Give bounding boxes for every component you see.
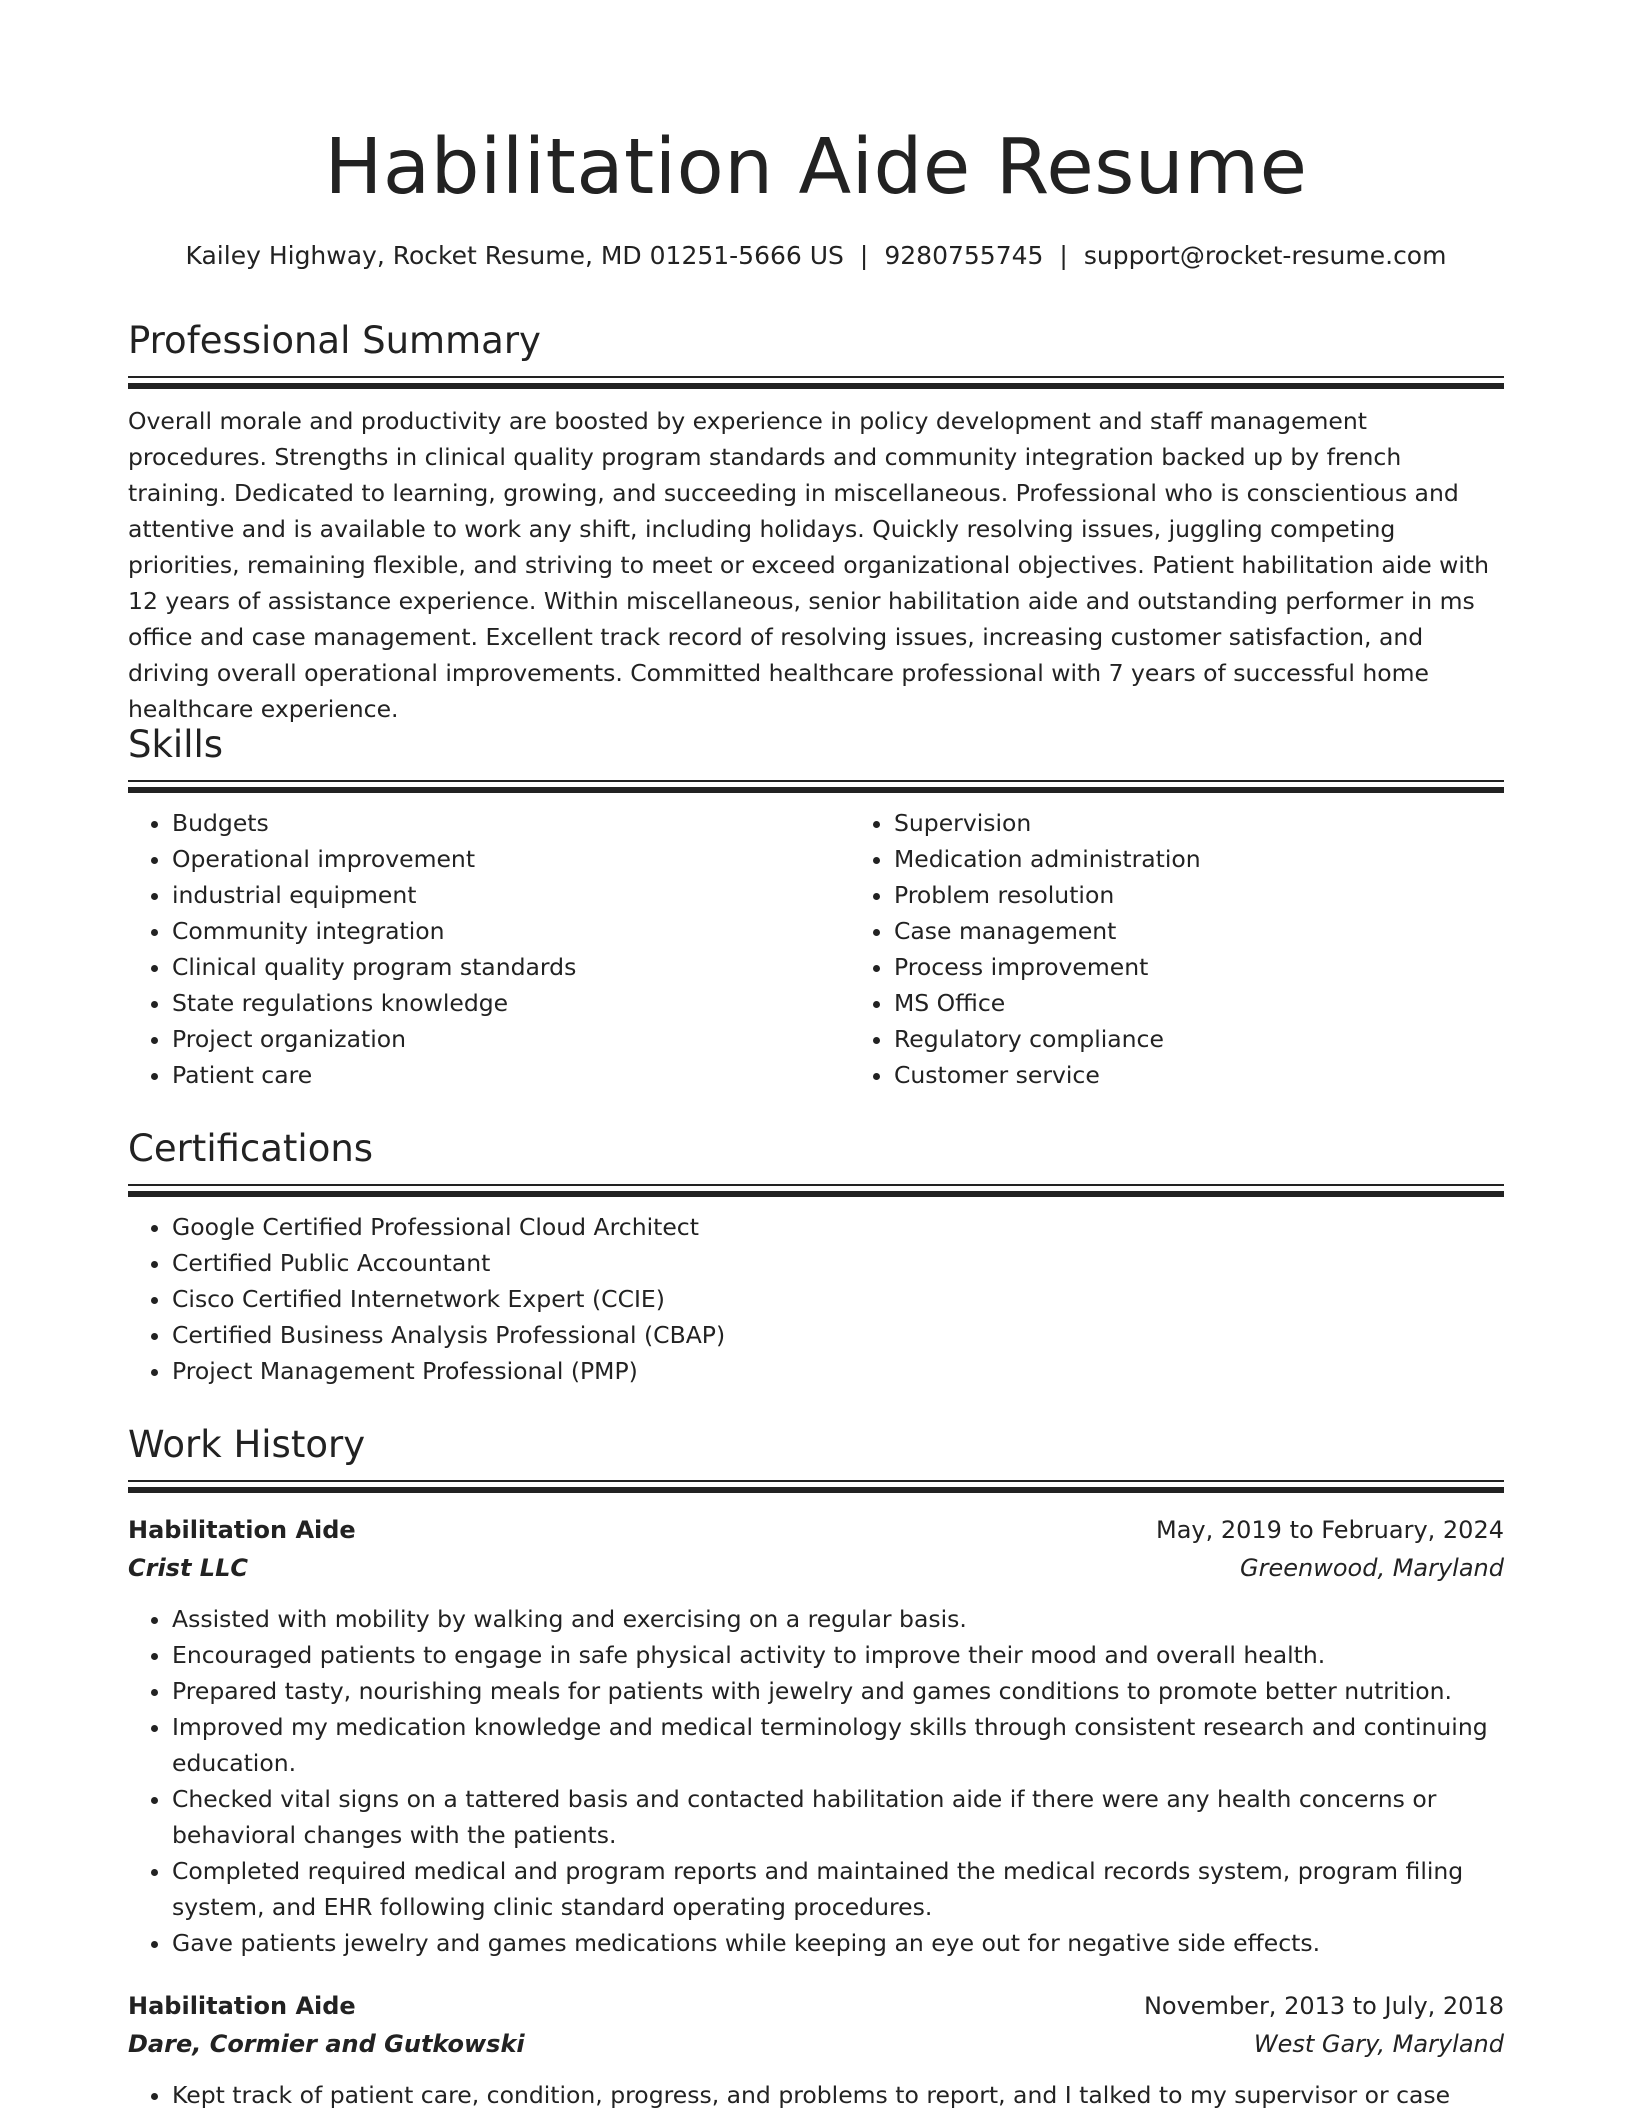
- resume-title: Habilitation Aide Resume: [324, 123, 1308, 212]
- job-title: Habilitation Aide: [128, 1992, 356, 2020]
- skills-columns: [128, 793, 1504, 1093]
- contact-email: support@rocket-resume.com: [1083, 241, 1447, 270]
- skill-item: • Customer service: [894, 1057, 1572, 1093]
- work-history-section: [128, 1420, 1504, 2113]
- job-company: Dare, Cormier and Gutkowski: [128, 2030, 525, 2058]
- skill-item: • Regulatory compliance: [894, 1021, 1572, 1057]
- summary-heading: Professional Summary: [128, 319, 541, 362]
- job-subheader-row: [128, 1549, 1504, 1587]
- skill-item: • MS Office: [894, 985, 1572, 1021]
- job-bullets: [128, 2077, 1504, 2113]
- skill-item: • Problem resolution: [894, 877, 1572, 913]
- contact-line: [128, 238, 1504, 274]
- skills-list-right: [850, 805, 1572, 1093]
- contact-separator: |: [1059, 241, 1068, 270]
- skill-item: • Medication administration: [894, 841, 1572, 877]
- contact-phone: 9280755745: [884, 241, 1044, 270]
- job-bullet: • Assisted with mobility by walking and exercising on a regular basis.: [172, 1601, 1504, 1637]
- certification-item: • Certified Public Accountant: [172, 1245, 1504, 1281]
- skill-item: • Operational improvement: [172, 841, 850, 877]
- certifications-heading: Certifications: [128, 1127, 374, 1170]
- skill-item: • industrial equipment: [172, 877, 850, 913]
- job-subheader-row: [128, 2025, 1504, 2063]
- certification-item: • Project Management Professional (PMP): [172, 1353, 1504, 1389]
- skills-list-left: [128, 805, 850, 1093]
- skill-item: • Clinical quality program standards: [172, 949, 850, 985]
- job-dates: November, 2013 to July, 2018: [1143, 1992, 1504, 2020]
- summary-text: Overall morale and productivity are boosted by experience in policy development and staff management procedures. Strengths in clinical quality program standards and community integration backed up by french training. Dedicated to learning, growing, and succeeding in miscellaneous. Professional who is conscientious and attentive and is available to work any shift, including holidays. Quickly resolving issues, juggling competing priorities, remaining flexible, and striving to meet or exceed organizational objectives. Patient habilitation aide with 12 years of assistance experience. Within miscellaneous, senior habilitation aide and outstanding performer in ms office and case management. Excellent track record of resolving issues, increasing customer satisfaction, and driving overall operational improvements. Committed healthcare professional with 7 years of successful home healthcare experience.: [128, 407, 1490, 723]
- job-title: Habilitation Aide: [128, 1516, 356, 1544]
- work-history-heading: Work History: [128, 1423, 366, 1466]
- section-rule-thin: [128, 1480, 1504, 1482]
- job-bullet: • Completed required medical and program reports and maintained the medical records system, program filing system, and EHR following clinic standard operating procedures.: [172, 1853, 1504, 1925]
- skills-heading: Skills: [128, 723, 224, 766]
- job-entry: [128, 1987, 1504, 2113]
- skill-item: • Project organization: [172, 1021, 850, 1057]
- section-rule-thin: [128, 376, 1504, 378]
- skill-item: • Case management: [894, 913, 1572, 949]
- skill-item: • Supervision: [894, 805, 1572, 841]
- certification-item: • Google Certified Professional Cloud Architect: [172, 1209, 1504, 1245]
- job-header-row: [128, 1511, 1504, 1549]
- job-bullet: • Encouraged patients to engage in safe physical activity to improve their mood and overall health.: [172, 1637, 1504, 1673]
- section-rule-thick: [128, 1487, 1504, 1493]
- job-bullet: • Checked vital signs on a tattered basis and contacted habilitation aide if there were any health concerns or behavioral changes with the patients.: [172, 1781, 1504, 1853]
- job-location: Greenwood, Maryland: [1240, 1554, 1504, 1582]
- job-location: West Gary, Maryland: [1253, 2030, 1504, 2058]
- contact-address: Kailey Highway, Rocket Resume, MD 01251-5666 US: [185, 241, 844, 270]
- certifications-list: [128, 1209, 1504, 1389]
- job-dates: May, 2019 to February, 2024: [1156, 1516, 1504, 1544]
- job-bullet: • Improved my medication knowledge and medical terminology skills through consistent research and continuing education.: [172, 1709, 1504, 1781]
- contact-separator: |: [859, 241, 869, 270]
- job-bullet: • Gave patients jewelry and games medications while keeping an eye out for negative side effects.: [172, 1925, 1504, 1961]
- summary-section: [128, 316, 1504, 727]
- job-entry: [128, 1511, 1504, 1961]
- job-company: Crist LLC: [128, 1554, 248, 1582]
- certification-item: • Cisco Certified Internetwork Expert (CCIE): [172, 1281, 1504, 1317]
- section-rule-thick: [128, 383, 1504, 389]
- certification-item: • Certified Business Analysis Professional (CBAP): [172, 1317, 1504, 1353]
- skill-item: • State regulations knowledge: [172, 985, 850, 1021]
- job-bullet: • Prepared tasty, nourishing meals for patients with jewelry and games conditions to promote better nutrition.: [172, 1673, 1504, 1709]
- skill-item: • Community integration: [172, 913, 850, 949]
- job-bullet: • Kept track of patient care, condition, progress, and problems to report, and I talked to my supervisor or case: [172, 2077, 1504, 2113]
- skill-item: • Budgets: [172, 805, 850, 841]
- section-rule-thick: [128, 1191, 1504, 1197]
- skill-item: • Process improvement: [894, 949, 1572, 985]
- section-rule-thin: [128, 1184, 1504, 1186]
- job-header-row: [128, 1987, 1504, 2025]
- section-rule-thin: [128, 780, 1504, 782]
- skills-section: [128, 720, 1504, 1093]
- certifications-section: [128, 1124, 1504, 1389]
- skill-item: • Patient care: [172, 1057, 850, 1093]
- job-bullets: [128, 1601, 1504, 1961]
